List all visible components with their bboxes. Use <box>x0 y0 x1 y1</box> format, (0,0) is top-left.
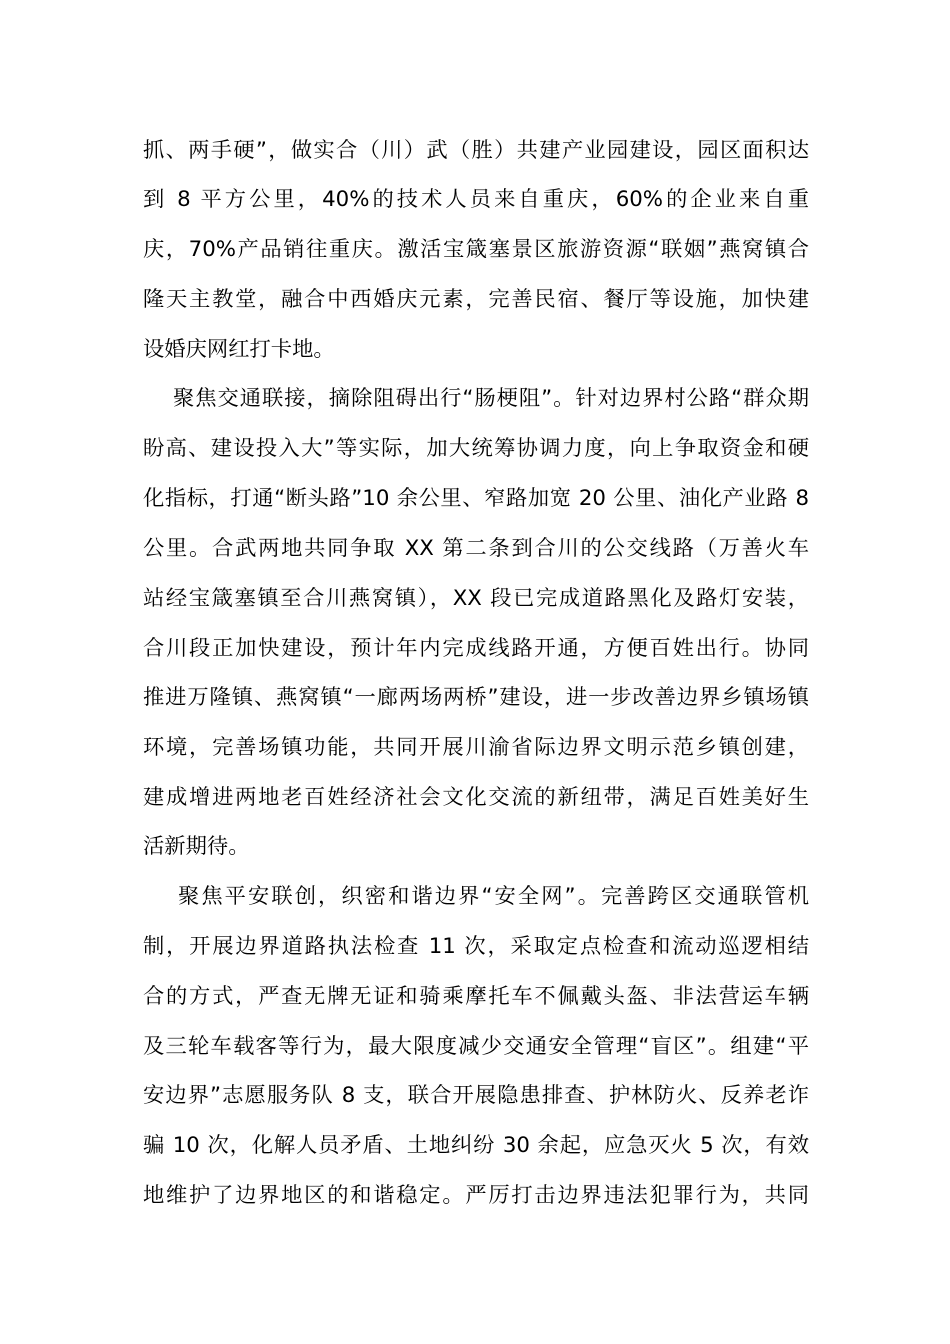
paragraph-1-line-5: 设婚庆网红打卡地。 <box>143 337 335 362</box>
paragraph-3-line-3: 合的方式，严查无牌无证和骑乘摩托车不佩戴头盔、非法营运车辆 <box>143 984 809 1009</box>
paragraph-1-line-1: 抓、两手硬”，做实合（川）武（胜）共建产业园建设，园区面积达 <box>143 138 809 163</box>
paragraph-2-line-8: 环境，完善场镇功能，共同开展川渝省际边界文明示范乡镇创建， <box>143 735 809 760</box>
paragraph-2-line-4: 公里。合武两地共同争取 XX 第二条到合川的公交线路（万善火车 <box>143 536 809 561</box>
paragraph-3-line-5: 安边界”志愿服务队 8 支，联合开展隐患排查、护林防火、反养老诈 <box>143 1083 809 1108</box>
paragraph-3-line-1: 聚焦平安联创，织密和谐边界“安全网”。完善跨区交通联管机 <box>178 884 809 909</box>
paragraph-1-line-2: 到 8 平方公里，40%的技术人员来自重庆，60%的企业来自重 <box>143 187 809 212</box>
paragraph-2-line-2: 盼高、建设投入大”等实际，加大统筹协调力度，向上争取资金和硬 <box>143 436 809 461</box>
paragraph-1-line-3: 庆，70%产品销往重庆。激活宝箴塞景区旅游资源“联姻”燕窝镇合 <box>143 237 809 262</box>
paragraph-3-line-4: 及三轮车载客等行为，最大限度减少交通安全管理“盲区”。组建“平 <box>143 1034 809 1059</box>
paragraph-3-line-7: 地维护了边界地区的和谐稳定。严厉打击边界违法犯罪行为，共同 <box>143 1183 809 1208</box>
paragraph-2-line-5: 站经宝箴塞镇至合川燕窝镇），XX 段已完成道路黑化及路灯安装， <box>143 586 809 611</box>
paragraph-2-line-10: 活新期待。 <box>143 834 250 859</box>
paragraph-1-line-4: 隆天主教堂，融合中西婚庆元素，完善民宿、餐厅等设施，加快建 <box>143 287 809 312</box>
paragraph-3-line-6: 骗 10 次，化解人员矛盾、土地纠纷 30 余起，应急灭火 5 次，有效 <box>143 1133 809 1158</box>
paragraph-3-line-2: 制，开展边界道路执法检查 11 次，采取定点检查和流动巡逻相结 <box>143 934 809 959</box>
paragraph-2-line-6: 合川段正加快建设，预计年内完成线路开通，方便百姓出行。协同 <box>143 636 809 661</box>
paragraph-2-line-3: 化指标，打通“断头路”10 余公里、窄路加宽 20 公里、油化产业路 8 <box>143 486 809 511</box>
paragraph-2-line-7: 推进万隆镇、燕窝镇“一廊两场两桥”建设，进一步改善边界乡镇场镇 <box>143 685 809 710</box>
paragraph-2-line-1: 聚焦交通联接，摘除阻碍出行“肠梗阻”。针对边界村公路“群众期 <box>173 386 809 411</box>
paragraph-2-line-9: 建成增进两地老百姓经济社会文化交流的新纽带，满足百姓美好生 <box>143 785 809 810</box>
